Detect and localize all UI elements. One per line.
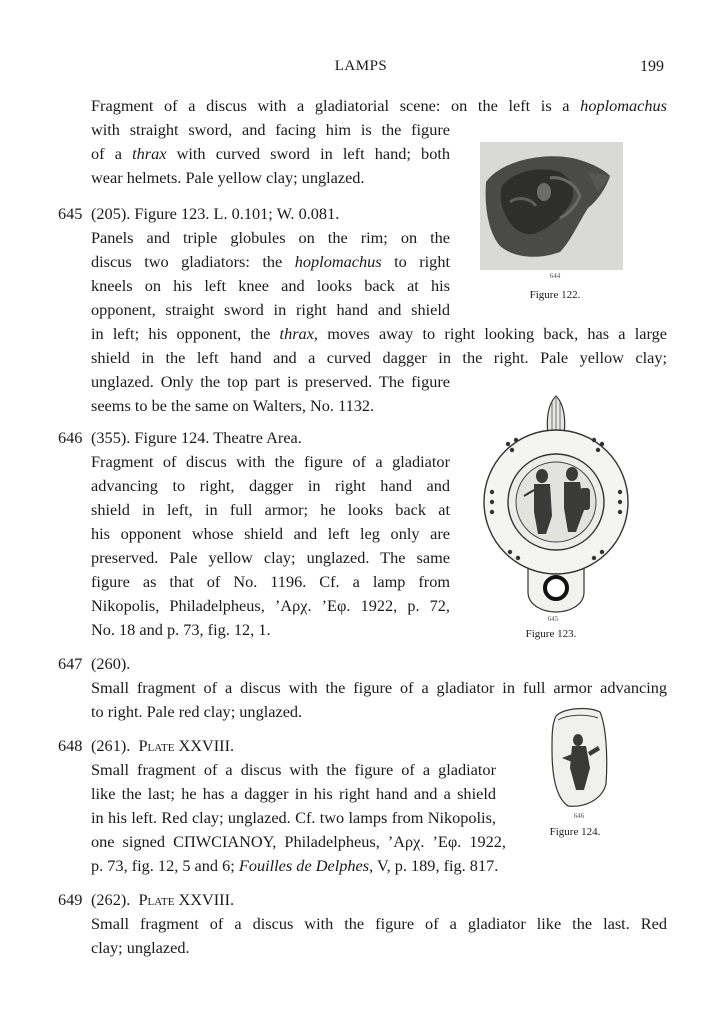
entry-647-heading: (260). — [91, 654, 131, 673]
figure-124-drawing — [548, 706, 610, 810]
entry-645-line-5: in left; his opponent, the thrax, moves away to right looking back, has a large — [91, 324, 667, 343]
discus-fragment-drawing-image — [548, 706, 610, 810]
figure-122-caption: Figure 122. — [529, 289, 581, 301]
running-head: LAMPS — [334, 58, 388, 74]
entry-645-line-2: discus two gladiators: the hoplomachus to right — [91, 252, 450, 271]
lamp-fragment-photo-image — [480, 142, 623, 270]
figure-122-number: 644 — [549, 272, 561, 280]
entry-649-line-2: clay; unglazed. — [91, 938, 190, 957]
entry-647-number: 647 — [58, 654, 83, 673]
entry-648-heading: (261). Plate XXVIII. — [91, 736, 235, 755]
figure-124-number: 646 — [573, 812, 585, 820]
entry-649-heading: (262). Plate XXVIII. — [91, 890, 235, 909]
entry-645-line-8: seems to be the same on Walters, No. 1132. — [91, 396, 375, 415]
entry-645-line-1: Panels and triple globules on the rim; on the — [91, 228, 450, 247]
figure-124-caption: Figure 124. — [549, 826, 601, 838]
entry-648-line-5: p. 73, fig. 12, 5 and 6; Fouilles de Delphes, V, p. 189, fig. 817. — [91, 856, 499, 875]
lamp-drawing-image — [476, 392, 636, 614]
entry-646-number: 646 — [58, 428, 83, 447]
entry-646-line-8: No. 18 and p. 73, fig. 12, 1. — [91, 620, 271, 639]
entry-648-number: 648 — [58, 736, 83, 755]
entry-645-line-4: opponent, straight sword in right hand and shield — [91, 300, 450, 319]
entry-646-line-2: advancing to right, dagger in right hand and — [91, 476, 450, 495]
entry-648-line-1: Small fragment of a discus with the figure of a gladiator — [91, 760, 496, 779]
entry-645-line-7: unglazed. Only the top part is preserved. The figure — [91, 372, 450, 391]
entry-645-number: 645 — [58, 204, 83, 223]
entry-648-line-2: like the last; he has a dagger in his right hand and a shield — [91, 784, 496, 803]
entry-647-line-2: to right. Pale red clay; unglazed. — [91, 702, 303, 721]
figure-123-drawing — [476, 392, 636, 614]
figure-122-photo — [480, 142, 623, 270]
entry-646-line-7: Nikopolis, Philadelpheus, ’Αρχ. ’Εφ. 1922, p. 72, — [91, 596, 450, 615]
entry-646-line-5: preserved. Pale yellow clay; unglazed. The same — [91, 548, 450, 567]
entry-646-line-6: figure as that of No. 1196. Cf. a lamp from — [91, 572, 450, 591]
entry-646-line-3: shield in left, in full armor; he looks back at — [91, 500, 450, 519]
entry-646-line-1: Fragment of discus with the figure of a gladiator — [91, 452, 450, 471]
entry-646-line-4: his opponent whose shield and left leg only are — [91, 524, 450, 543]
figure-123-number: 645 — [547, 615, 559, 623]
entry-644-line-3: of a thrax with curved sword in left hand; both — [91, 144, 450, 163]
entry-646-heading: (355). Figure 124. Theatre Area. — [91, 428, 302, 447]
entry-649-number: 649 — [58, 890, 83, 909]
figure-123-caption: Figure 123. — [525, 628, 577, 640]
entry-644-line-1: Fragment of a discus with a gladiatorial scene: on the left is a hoplomachus — [91, 96, 667, 115]
entry-649-line-1: Small fragment of a discus with the figure of a gladiator like the last. Red — [91, 914, 667, 933]
entry-648-line-4: one signed CΠWCIANOY, Philadelpheus, ’Αρχ. ’Εφ. 1922, — [91, 832, 506, 851]
entry-647-line-1: Small fragment of a discus with the figure of a gladiator in full armor advancing — [91, 678, 667, 697]
entry-648-line-3: in his left. Red clay; unglazed. Cf. two lamps from Nikopolis, — [91, 808, 496, 827]
entry-644-line-2: with straight sword, and facing him is the figure — [91, 120, 450, 139]
entry-644-line-4: wear helmets. Pale yellow clay; unglazed. — [91, 168, 365, 187]
page-number: 199 — [640, 58, 664, 75]
entry-645-line-6: shield in the left hand and a curved dagger in the right. Pale yellow clay; — [91, 348, 667, 367]
entry-645-line-3: kneels on his left knee and looks back at his — [91, 276, 450, 295]
entry-645-heading: (205). Figure 123. L. 0.101; W. 0.081. — [91, 204, 340, 223]
